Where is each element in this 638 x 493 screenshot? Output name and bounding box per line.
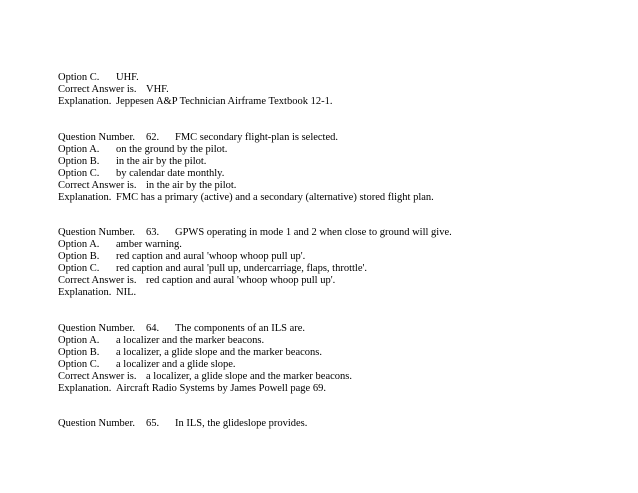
question-line	[58, 418, 308, 430]
explanation-label: Explanation.	[58, 383, 112, 394]
option-c-line	[58, 168, 225, 180]
question-number: 65.	[146, 418, 160, 429]
explanation-text: NIL.	[116, 287, 137, 298]
question-label: Question Number.	[58, 227, 135, 238]
question-number: 64.	[146, 323, 160, 334]
option-a-line	[58, 144, 228, 156]
option-c-line	[58, 359, 236, 371]
option-b-line	[58, 156, 207, 168]
question-label: Question Number.	[58, 132, 135, 143]
question-text: FMC secondary flight-plan is selected.	[175, 132, 339, 143]
explanation-label: Explanation.	[58, 287, 112, 298]
option-text: red caption and aural 'pull up, undercarriage, flaps, throttle'.	[116, 263, 368, 274]
correct-answer-text: VHF.	[146, 84, 169, 95]
question-number: 62.	[146, 132, 160, 143]
correct-answer-line	[58, 84, 169, 96]
option-label: Option A.	[58, 144, 100, 155]
option-text: in the air by the pilot.	[116, 156, 207, 167]
option-b-line	[58, 251, 306, 263]
option-label: Option C.	[58, 72, 100, 83]
question-line	[58, 323, 306, 335]
option-text: on the ground by the pilot.	[116, 144, 228, 155]
correct-answer-line	[58, 180, 237, 192]
option-text: a localizer and a glide slope.	[116, 359, 236, 370]
option-text: a localizer, a glide slope and the marker beacons.	[116, 347, 322, 358]
question-line	[58, 132, 339, 144]
option-a-line	[58, 335, 265, 347]
option-label: Option B.	[58, 251, 100, 262]
correct-answer-text: a localizer, a glide slope and the marker beacons.	[146, 371, 352, 382]
explanation-line	[58, 287, 137, 299]
explanation-line	[58, 192, 434, 204]
option-text: by calendar date monthly.	[116, 168, 225, 179]
correct-answer-line	[58, 371, 352, 383]
option-label: Option C.	[58, 263, 100, 274]
question-text: GPWS operating in mode 1 and 2 when close to ground will give.	[175, 227, 452, 238]
question-label: Question Number.	[58, 418, 135, 429]
explanation-label: Explanation.	[58, 192, 112, 203]
question-label: Question Number.	[58, 323, 135, 334]
correct-answer-label: Correct Answer is.	[58, 180, 137, 191]
correct-answer-label: Correct Answer is.	[58, 275, 137, 286]
explanation-line	[58, 383, 326, 395]
option-a-line	[58, 239, 182, 251]
option-text: red caption and aural 'whoop whoop pull up'.	[116, 251, 306, 262]
option-b-line	[58, 347, 322, 359]
question-text: In ILS, the glideslope provides.	[175, 418, 308, 429]
option-label: Option C.	[58, 359, 100, 370]
question-number: 63.	[146, 227, 160, 238]
option-text: UHF.	[116, 72, 139, 83]
explanation-label: Explanation.	[58, 96, 112, 107]
option-text: amber warning.	[116, 239, 182, 250]
correct-answer-line	[58, 275, 336, 287]
correct-answer-text: red caption and aural 'whoop whoop pull up'.	[146, 275, 336, 286]
explanation-text: Aircraft Radio Systems by James Powell page 69.	[116, 383, 326, 394]
option-c-line	[58, 72, 139, 84]
option-label: Option B.	[58, 347, 100, 358]
option-label: Option C.	[58, 168, 100, 179]
explanation-text: FMC has a primary (active) and a secondary (alternative) stored flight plan.	[116, 192, 434, 203]
option-label: Option B.	[58, 156, 100, 167]
option-text: a localizer and the marker beacons.	[116, 335, 265, 346]
correct-answer-text: in the air by the pilot.	[146, 180, 237, 191]
explanation-text: Jeppesen A&P Technician Airframe Textbook 12-1.	[116, 96, 333, 107]
question-line	[58, 227, 452, 239]
option-label: Option A.	[58, 335, 100, 346]
correct-answer-label: Correct Answer is.	[58, 84, 137, 95]
correct-answer-label: Correct Answer is.	[58, 371, 137, 382]
question-text: The components of an ILS are.	[175, 323, 306, 334]
option-label: Option A.	[58, 239, 100, 250]
option-c-line	[58, 263, 368, 275]
explanation-line	[58, 96, 333, 108]
